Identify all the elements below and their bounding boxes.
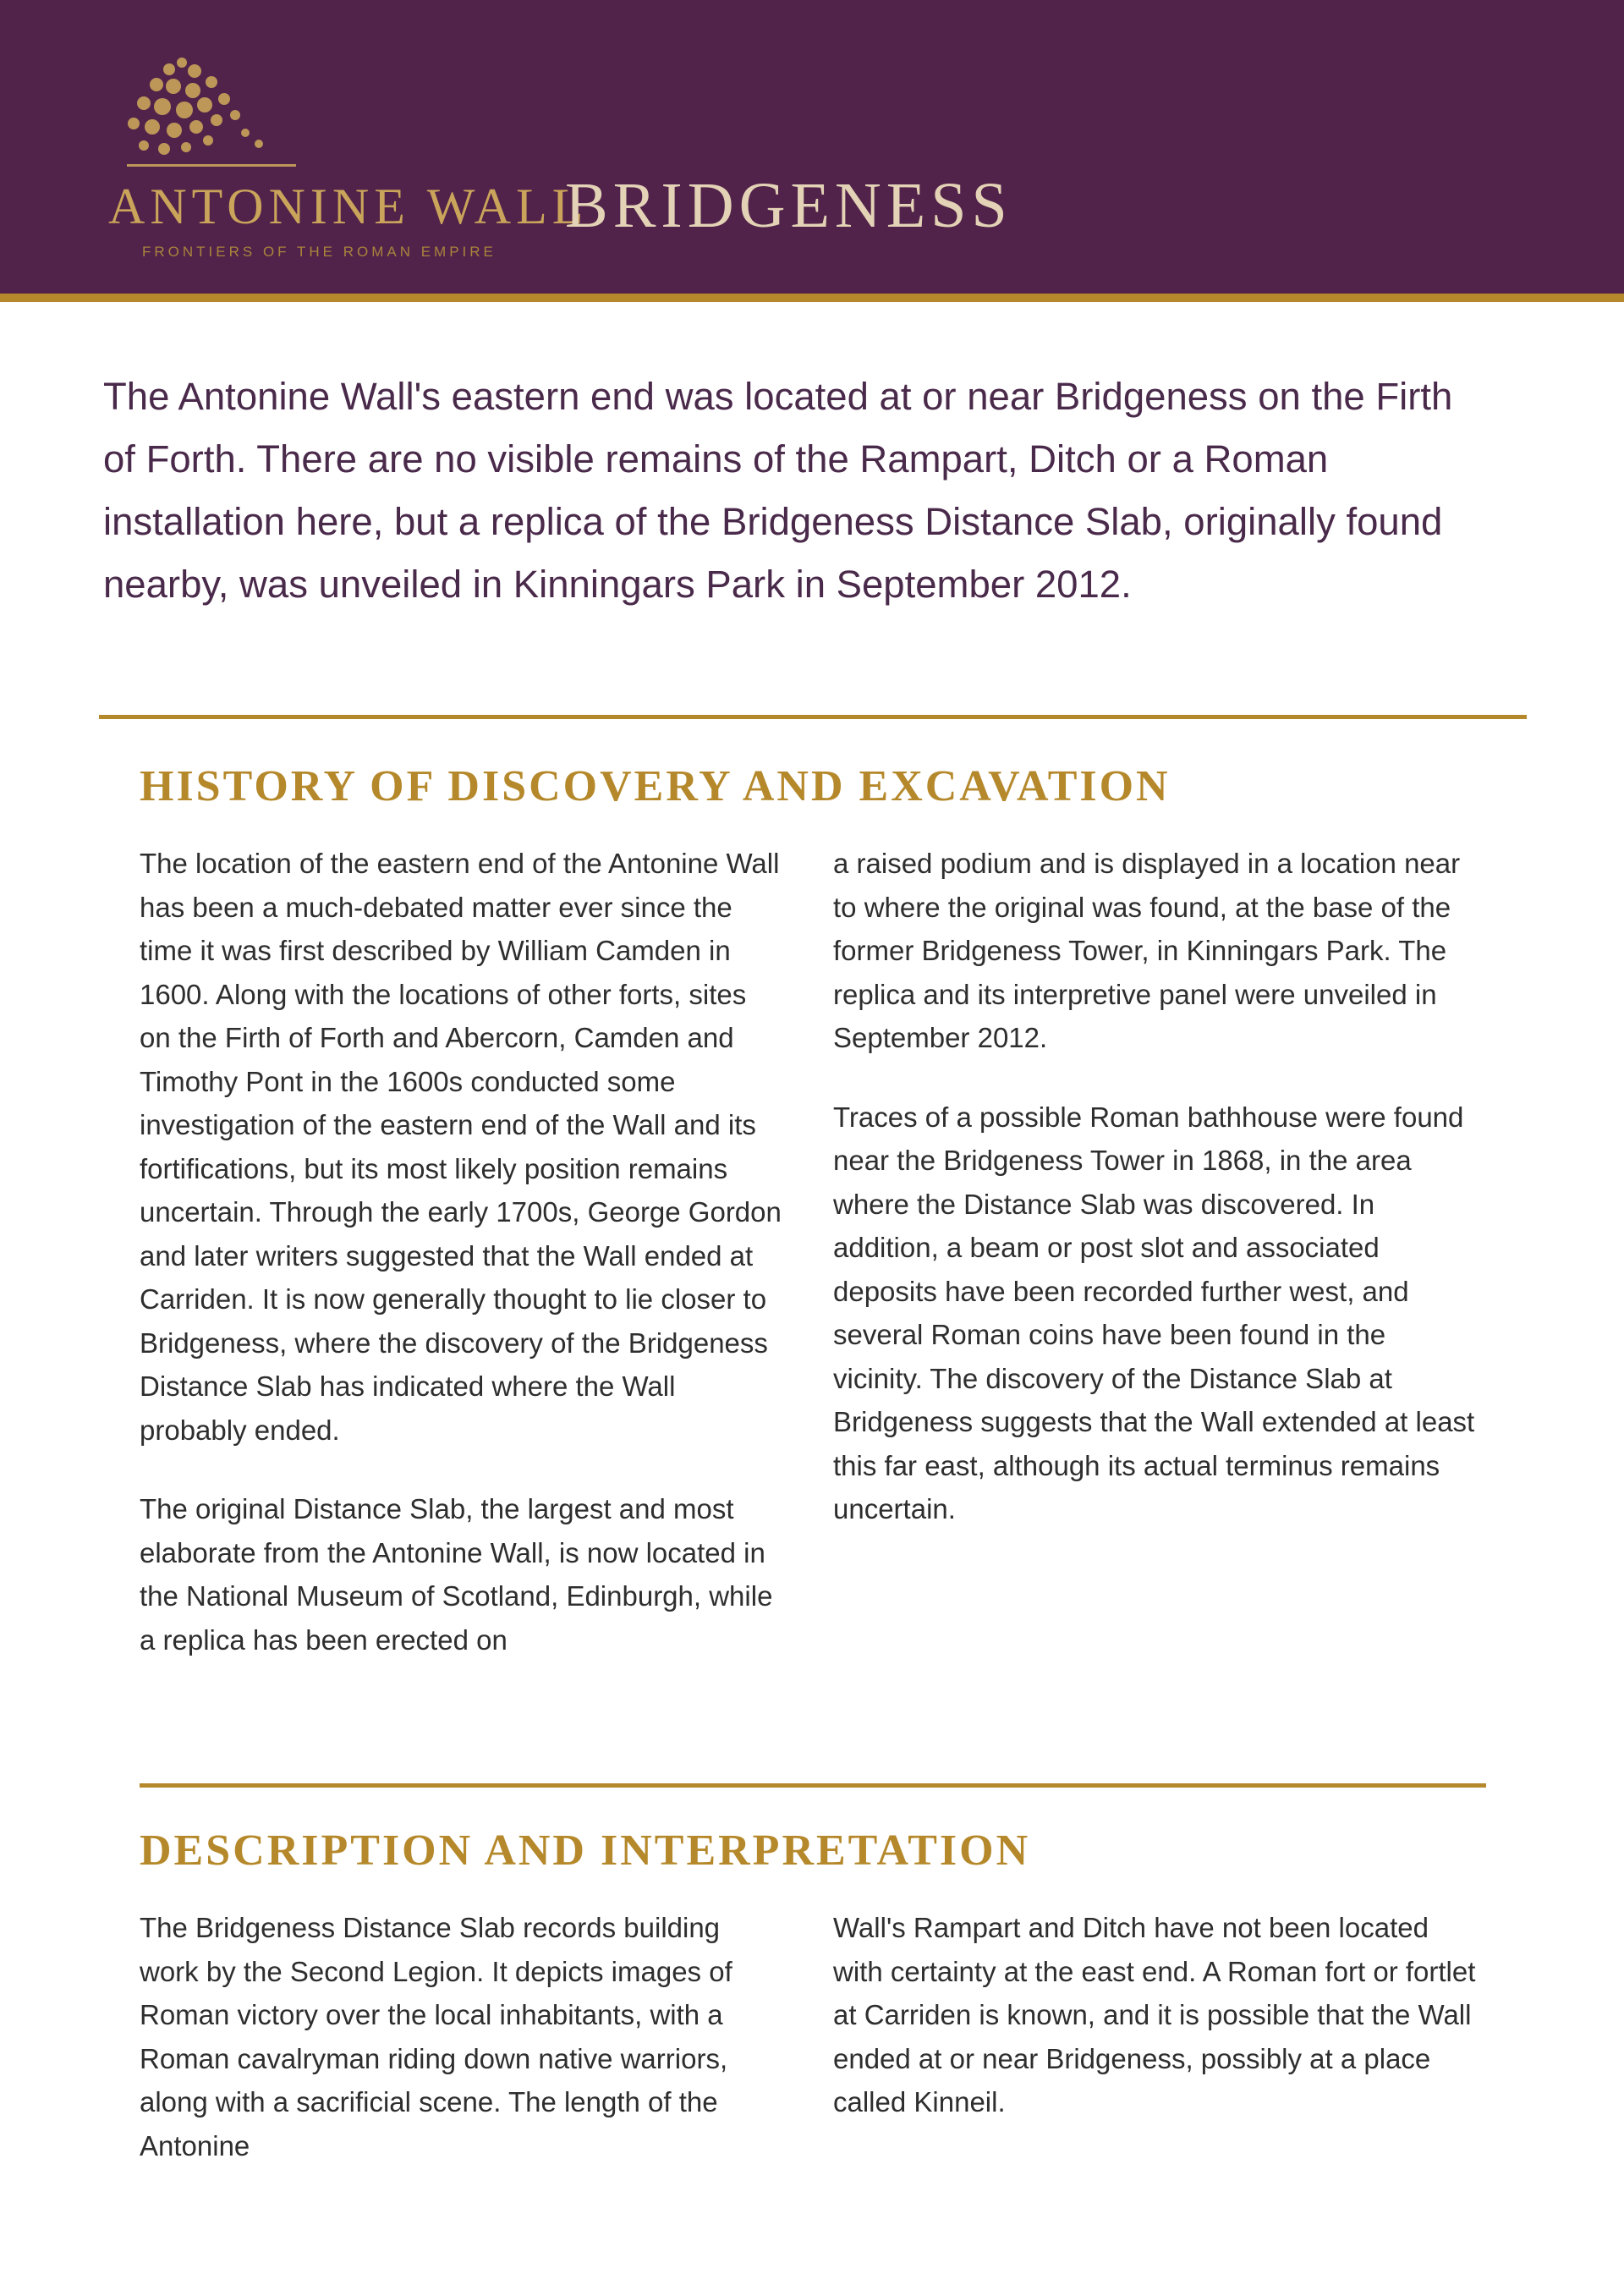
section-divider — [140, 1783, 1486, 1788]
description-column-left — [140, 1906, 782, 2203]
logo-wordmark: ANTONINE WALL — [108, 179, 589, 234]
history-column-right — [833, 842, 1476, 1567]
section-divider — [99, 715, 1527, 719]
section-heading-history: HISTORY OF DISCOVERY AND EXCAVATION — [140, 762, 1171, 810]
intro-paragraph: The Antonine Wall's eastern end was located at or near Bridgeness on the Firth of Forth. There are no visible remains of the Rampart, Ditch or a Roman installation here, but a replica of the Bridgeness Distance Slab, originally found nearby, was unveiled in Kinningars Park in September 2012. — [103, 375, 1453, 606]
history-column-left — [140, 842, 782, 1697]
body-paragraph: Traces of a possible Roman bathhouse were found near the Bridgeness Tower in 1868, in the area where the Distance Slab was discovered. In addition, a beam or post slot and associated deposits have been recorded further west, and several Roman coins have been found in the vicinity. The discovery of the Distance Slab at Bridgeness suggests that the Wall extended at least this far east, although its actual terminus remains uncertain. — [833, 1101, 1475, 1524]
header-gold-rule — [0, 294, 1624, 302]
laurel-wreath-icon — [93, 52, 313, 179]
body-paragraph: The Bridgeness Distance Slab records building work by the Second Legion. It depicts images of Roman victory over the local inhabitants, with a Roman cavalryman riding down native warriors, along with a sacrificial scene. The length of the Antonine — [140, 1912, 732, 2161]
logo-tagline: FRONTIERS OF THE ROMAN EMPIRE — [142, 244, 497, 260]
body-paragraph: Wall's Rampart and Ditch have not been located with certainty at the east end. A Roman fort or fortlet at Carriden is known, and it is possible that the Wall ended at or near Bridgeness, possibly at a place called Kinneil. — [833, 1912, 1476, 2117]
body-paragraph: The original Distance Slab, the largest and most elaborate from the Antonine Wall, is now located in the National Museum of Scotland, Edinburgh, while a replica has been erected on — [140, 1493, 773, 1656]
body-paragraph: a raised podium and is displayed in a location near to where the original was found, at the base of the former Bridgeness Tower, in Kinningars Park. The replica and its interpretive panel were unveiled in September 2012. — [833, 848, 1461, 1053]
description-column-right — [833, 1906, 1476, 2160]
page-title: BRIDGENESS — [565, 170, 1012, 241]
antonine-wall-logo — [93, 52, 589, 264]
section-heading-description: DESCRIPTION AND INTERPRETATION — [140, 1826, 1031, 1875]
body-paragraph: The location of the eastern end of the Antonine Wall has been a much-debated matter ever since the time it was first described by William Camden in 1600. Along with the locations of other forts, sites on the Firth of Forth and Abercorn, Camden and Timothy Pont in the 1600s conducted some investigation of the eastern end of the Wall and its fortifications, but its most likely position remains uncertain. Through the early 1700s, George Gordon and later writers suggested that the Wall ended at Carriden. It is now generally thought to lie closer to Bridgeness, where the discovery of the Bridgeness Distance Slab has indicated where the Wall probably ended. — [140, 848, 782, 1446]
